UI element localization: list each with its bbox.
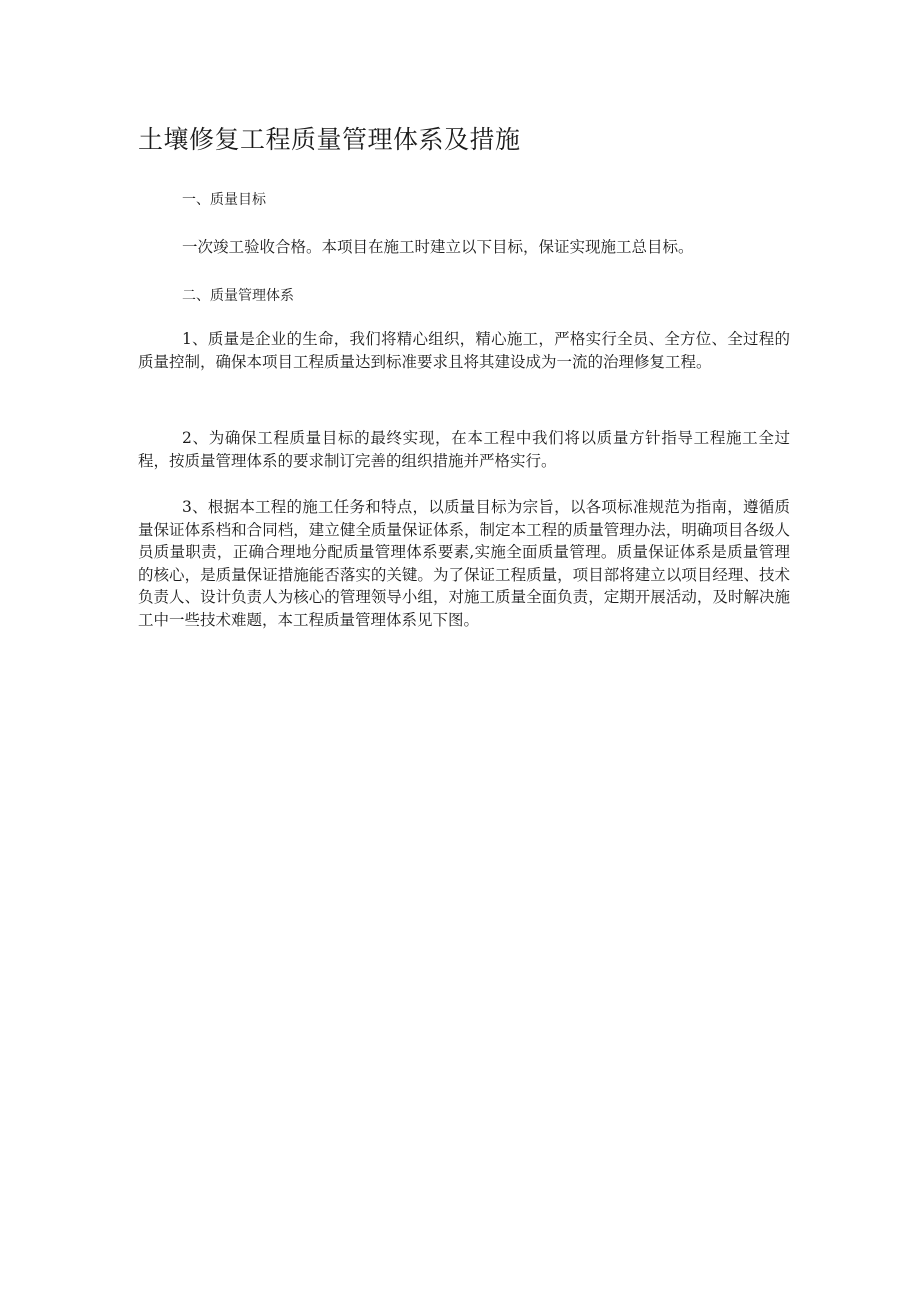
- paragraph-item-1: [138, 328, 790, 373]
- document-title: 土壤修复工程质量管理体系及措施: [138, 125, 521, 154]
- section-heading-quality-goal: 一、质量目标: [182, 192, 266, 208]
- paragraph-item-2: [138, 427, 790, 472]
- section-heading-quality-system: 二、质量管理体系: [182, 288, 294, 304]
- paragraph-item-3-text: 3、根据本工程的施工任务和特点，以质量目标为宗旨，以各项标准规范为指南，遵循质量保证体系档和合同档，建立健全质量保证体系，制定本工程的质量管理办法，明确项目各级人员质量职责，正确合理地分配质量管理体系要素,实施全面质量管理。质量保证体系是质量管理的核心，是质量保证措施能否落实的关键。为了保证工程质量，项目部将建立以项目经理、技术负责人、设计负责人为核心的管理领导小组，对施工质量全面负责，定期开展活动，及时解决施工中一些技术难题，本工程质量管理体系见下图。: [138, 498, 790, 629]
- paragraph-item-3: [138, 496, 790, 631]
- quality-goal-paragraph: 一次竣工验收合格。本项目在施工时建立以下目标，保证实现施工总目标。: [182, 238, 694, 256]
- paragraph-item-2-text: 2、为确保工程质量目标的最终实现，在本工程中我们将以质量方针指导工程施工全过程，按质量管理体系的要求制订完善的组织措施并严格实行。: [138, 429, 790, 470]
- paragraph-item-1-text: 1、质量是企业的生命，我们将精心组织，精心施工，严格实行全员、全方位、全过程的质量控制，确保本项目工程质量达到标准要求且将其建设成为一流的治理修复工程。: [138, 330, 790, 371]
